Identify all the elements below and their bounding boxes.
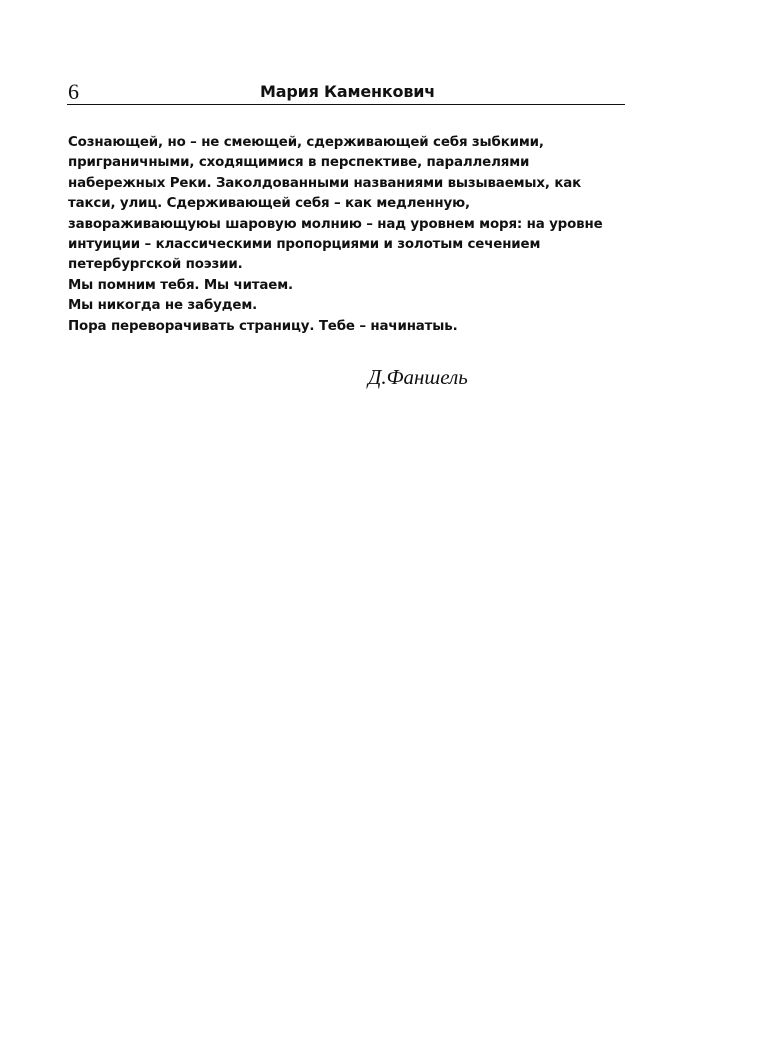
page-header <box>67 80 625 105</box>
running-title: Мария Каменкович <box>260 82 436 101</box>
text-line: Мы помним тебя. Мы читаем. <box>68 277 293 293</box>
text-line: Мы никогда не забудем. <box>68 298 258 314</box>
text-line: Пора переворачивать страницу. Тебе – начинатыь. <box>68 318 458 334</box>
text-line: петербургской поэзии. <box>68 257 243 273</box>
body-text <box>68 133 628 337</box>
text-line: Сознающей, но – не смеющей, сдерживающей себя зыбкими, <box>68 135 544 150</box>
page-number: 6 <box>68 79 79 104</box>
text-line: такси, улиц. Сдерживающей себя – как медленную, <box>68 196 470 212</box>
author-signature: Д.Фаншель <box>368 365 468 389</box>
text-line: приграничными, сходящимися в перспективе, параллелями <box>68 155 530 171</box>
text-line: завораживающуюы шаровую молнию – над уровнем моря: на уровне <box>68 216 603 232</box>
text-line: интуиции – классическими пропорциями и золотым сечением <box>68 237 541 253</box>
text-line: набережных Реки. Заколдованными названиями вызываемых, как <box>68 175 582 191</box>
